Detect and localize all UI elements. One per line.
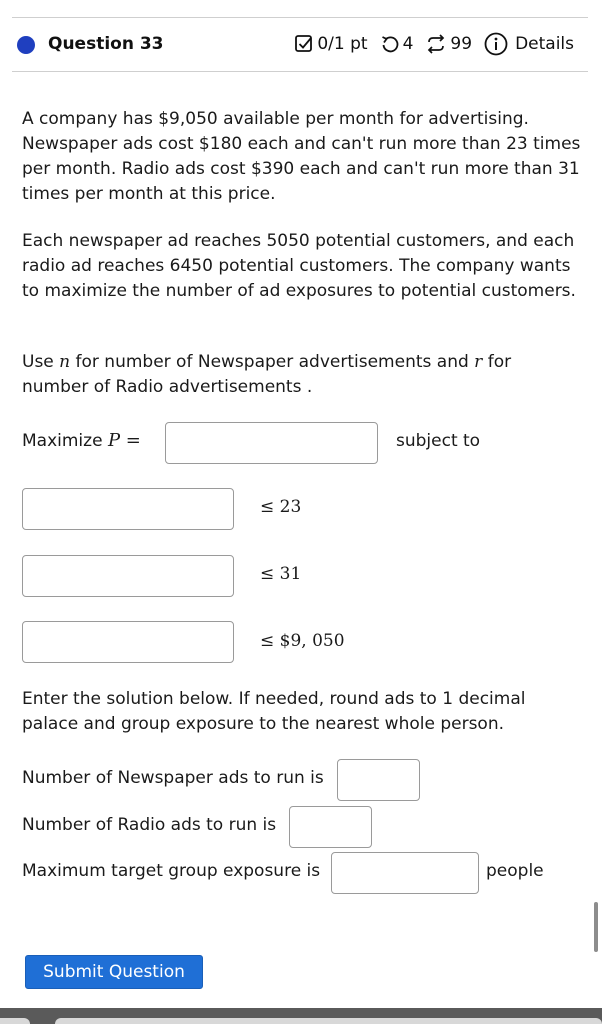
question-header <box>12 17 588 72</box>
attempts-group <box>425 34 472 54</box>
objective-var: P <box>107 430 121 451</box>
variable-r: r <box>474 352 483 372</box>
solution-instructions: Enter the solution below. If needed, round ads to 1 decimal palace and group exposure to the nearest whole person. <box>22 689 526 734</box>
details-link[interactable]: Details <box>515 34 574 54</box>
exposure-unit: people <box>486 861 544 881</box>
exposure-label: Maximum target group exposure is <box>22 861 321 881</box>
points-group <box>294 34 367 54</box>
objective-prefix: Maximize <box>22 431 108 451</box>
p3-text-c: for number of Radio advertisements . <box>22 352 512 397</box>
info-icon <box>484 32 508 56</box>
variable-n: n <box>59 352 71 372</box>
newspaper-ads-input[interactable] <box>337 759 420 801</box>
retries-count: 4 <box>402 34 414 54</box>
retry-icon <box>380 34 400 54</box>
exposure-input[interactable] <box>331 852 479 894</box>
details-group[interactable] <box>484 32 574 56</box>
attempts-count: 99 <box>450 34 473 54</box>
objective-label <box>22 430 141 451</box>
p3-text-b: for number of Newspaper advertisements and <box>70 352 475 372</box>
constraint-2-input[interactable] <box>22 555 234 597</box>
question-status-dot <box>17 36 35 54</box>
problem-paragraph-3 <box>22 350 582 400</box>
radio-ads-label: Number of Radio ads to run is <box>22 815 277 835</box>
submit-question-button[interactable]: Submit Question <box>25 955 203 989</box>
bottom-bar <box>0 1008 602 1024</box>
scrollbar-thumb[interactable] <box>594 902 598 952</box>
bottom-tab-main <box>55 1018 602 1024</box>
objective-equals: = <box>120 430 141 451</box>
question-meta <box>294 32 574 56</box>
bottom-tab-left <box>0 1018 30 1024</box>
constraint-3-input[interactable] <box>22 621 234 663</box>
checkbox-icon <box>294 34 314 54</box>
subject-to-label: subject to <box>396 431 481 451</box>
radio-ads-input[interactable] <box>289 806 372 848</box>
points-text: 0/1 pt <box>317 34 368 54</box>
question-title: Question 33 <box>48 34 164 54</box>
p3-text-a: Use <box>22 352 60 372</box>
objective-input[interactable] <box>165 422 378 464</box>
retries-group[interactable] <box>380 34 414 54</box>
constraint-1-input[interactable] <box>22 488 234 530</box>
problem-paragraph-1: A company has $9,050 available per month for advertising. Newspaper ads cost $180 each and can't run more than 23 times per month. Radio ads cost $390 each and can't run more than 31 times per month at this price. <box>22 109 581 204</box>
newspaper-ads-label: Number of Newspaper ads to run is <box>22 768 324 788</box>
constraint-2-rhs: ≤ 31 <box>260 564 302 584</box>
attempts-icon <box>425 34 447 54</box>
constraint-1-rhs: ≤ 23 <box>260 497 302 517</box>
problem-paragraph-2: Each newspaper ad reaches 5050 potential customers, and each radio ad reaches 6450 potential customers. The company wants to maximize the number of ad exposures to potential customers. <box>22 231 576 301</box>
constraint-3-rhs: ≤ $9, 050 <box>260 631 345 651</box>
